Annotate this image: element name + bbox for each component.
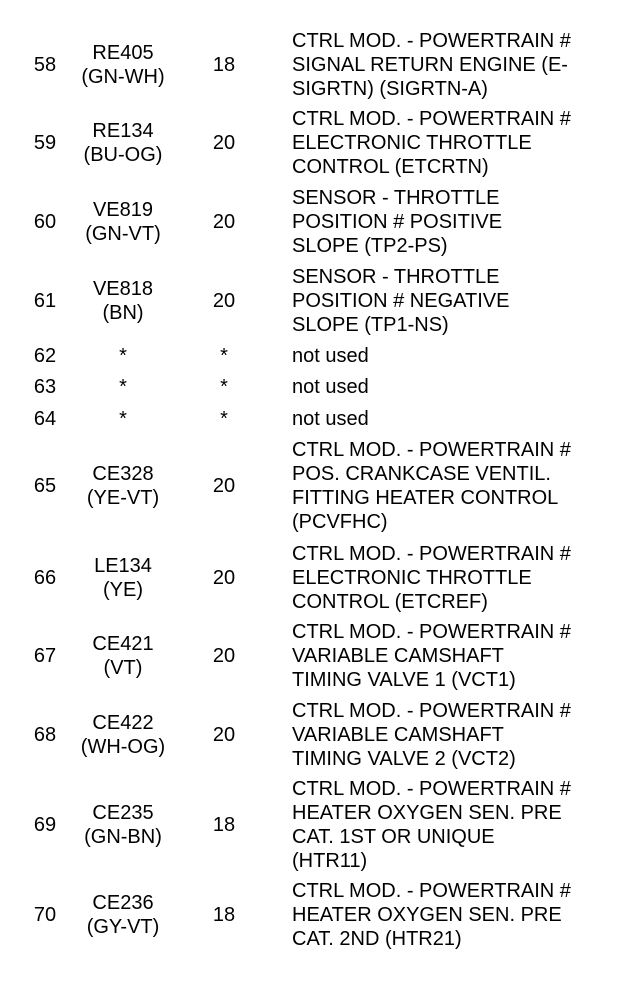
description-line: CONTROL (ETCREF) [292, 590, 488, 613]
description [292, 879, 612, 951]
wire-color: (BN) [102, 301, 144, 324]
wire-gauge: 18 [212, 814, 236, 836]
table-row [0, 876, 624, 954]
pin-number: 61 [33, 289, 57, 312]
description [292, 265, 612, 337]
pin-number: 69 [33, 814, 57, 836]
wire-color: (BU-OG) [83, 144, 163, 166]
wire-gauge: 20 [212, 645, 236, 667]
description [292, 438, 612, 534]
description-line: CTRL MOD. - POWERTRAIN # [292, 880, 571, 902]
circuit-cell [90, 277, 156, 325]
wire-color: (GN-BN) [84, 826, 162, 848]
description [292, 699, 612, 771]
description-line: CTRL MOD. - POWERTRAIN # [292, 108, 571, 130]
pin-number: 67 [33, 645, 57, 667]
description-line: FITTING HEATER CONTROL [292, 487, 559, 509]
description-line: ELECTRONIC THROTTLE [292, 132, 532, 154]
circuit-cell [86, 891, 160, 939]
wire-gauge: * [220, 344, 228, 367]
wire-color: (GN-WH) [81, 66, 165, 88]
description-line: (PCVFHC) [292, 511, 388, 533]
description-line: TIMING VALVE 2 (VCT2) [292, 747, 516, 770]
pin-number: 62 [33, 344, 57, 367]
wire-gauge: 20 [212, 723, 236, 746]
wire-gauge: 18 [212, 904, 236, 926]
description-line: SENSOR - THROTTLE [292, 186, 500, 209]
wire-color: (YE) [103, 578, 143, 601]
table-row [0, 403, 624, 434]
circuit-id: CE235 [92, 802, 154, 824]
description-line: POS. CRANKCASE VENTIL. [292, 463, 551, 485]
pin-number: 64 [33, 407, 57, 430]
table-row [0, 371, 624, 403]
table-row [0, 104, 624, 182]
description [292, 29, 612, 101]
description-line: VARIABLE CAMSHAFT [292, 723, 504, 746]
circuit-cell [90, 632, 156, 680]
wire-gauge: 20 [212, 475, 236, 497]
table-row [0, 617, 624, 695]
description-line: POSITION # POSITIVE [292, 210, 503, 233]
wire-color: (YE-VT) [86, 487, 160, 509]
description [292, 375, 612, 399]
description-line: SIGRTN) (SIGRTN-A) [292, 78, 488, 100]
description-line: ELECTRONIC THROTTLE [292, 566, 532, 589]
circuit-cell [81, 41, 165, 89]
wire-gauge: * [220, 376, 228, 398]
table-row [0, 695, 624, 774]
wire-gauge: 20 [212, 210, 236, 233]
circuit-cell [90, 344, 156, 368]
table-row [0, 26, 624, 104]
circuit-id: CE236 [92, 892, 154, 914]
pin-number: 68 [33, 723, 57, 746]
wire-gauge: 18 [212, 54, 236, 76]
description [292, 344, 612, 368]
description-line: CTRL MOD. - POWERTRAIN # [292, 542, 571, 565]
table-row [0, 538, 624, 617]
wire-color: (VT) [103, 657, 143, 679]
description [292, 777, 612, 873]
description-line: CTRL MOD. - POWERTRAIN # [292, 778, 571, 800]
description-line: SENSOR - THROTTLE [292, 265, 500, 288]
circuit-id: CE421 [92, 633, 154, 655]
table-row [0, 261, 624, 340]
description-line: CAT. 1ST OR UNIQUE [292, 826, 495, 848]
wire-gauge: 20 [212, 289, 236, 312]
description [292, 620, 612, 692]
circuit-cell [86, 462, 160, 510]
pin-number: 58 [33, 54, 57, 76]
description-line: not used [292, 376, 369, 398]
description-line: TIMING VALVE 1 (VCT1) [292, 669, 516, 691]
circuit-id: * [119, 344, 127, 367]
wire-color: (GY-VT) [86, 916, 160, 938]
description-line: HEATER OXYGEN SEN. PRE [292, 904, 562, 926]
description-line: CTRL MOD. - POWERTRAIN # [292, 30, 571, 52]
pin-number: 65 [33, 475, 57, 497]
description-line: SLOPE (TP1-NS) [292, 313, 449, 336]
pin-number: 59 [33, 132, 57, 154]
circuit-cell [90, 554, 156, 602]
table-row [0, 340, 624, 371]
description-line: POSITION # NEGATIVE [292, 289, 510, 312]
description-line: (HTR11) [292, 850, 368, 872]
circuit-cell [83, 119, 163, 167]
circuit-cell [90, 407, 156, 431]
description [292, 542, 612, 614]
pin-number: 66 [33, 566, 57, 589]
table-row [0, 774, 624, 876]
description [292, 407, 612, 431]
description-line: SIGNAL RETURN ENGINE (E- [292, 54, 568, 76]
description [292, 186, 612, 258]
circuit-id: CE422 [92, 711, 154, 734]
circuit-cell [90, 375, 156, 399]
description-line: CONTROL (ETCRTN) [292, 156, 489, 178]
description-line: CTRL MOD. - POWERTRAIN # [292, 439, 571, 461]
circuit-id: RE134 [92, 120, 154, 142]
wire-gauge: * [220, 407, 228, 430]
description-line: not used [292, 407, 369, 430]
pin-table [0, 26, 624, 954]
circuit-cell [85, 198, 161, 246]
description-line: SLOPE (TP2-PS) [292, 234, 448, 257]
table-row [0, 434, 624, 538]
table-row [0, 182, 624, 261]
wire-gauge: 20 [212, 566, 236, 589]
circuit-cell [84, 801, 162, 849]
circuit-id: VE818 [92, 277, 154, 300]
pin-number: 70 [33, 904, 57, 926]
description-line: VARIABLE CAMSHAFT [292, 645, 504, 667]
description-line: CTRL MOD. - POWERTRAIN # [292, 621, 571, 643]
wire-gauge: 20 [212, 132, 236, 154]
circuit-id: LE134 [94, 554, 152, 577]
wire-color: (WH-OG) [80, 735, 166, 758]
wire-color: (GN-VT) [85, 222, 161, 245]
description-line: HEATER OXYGEN SEN. PRE [292, 802, 562, 824]
circuit-id: CE328 [92, 463, 154, 485]
pin-number: 63 [33, 376, 57, 398]
description-line: not used [292, 344, 369, 367]
circuit-id: VE819 [92, 198, 154, 221]
description-line: CTRL MOD. - POWERTRAIN # [292, 699, 571, 722]
circuit-id: RE405 [92, 42, 154, 64]
circuit-cell [80, 711, 166, 759]
circuit-id: * [119, 407, 127, 430]
description-line: CAT. 2ND (HTR21) [292, 928, 462, 950]
circuit-id: * [119, 376, 127, 398]
description [292, 107, 612, 179]
pin-number: 60 [33, 210, 57, 233]
